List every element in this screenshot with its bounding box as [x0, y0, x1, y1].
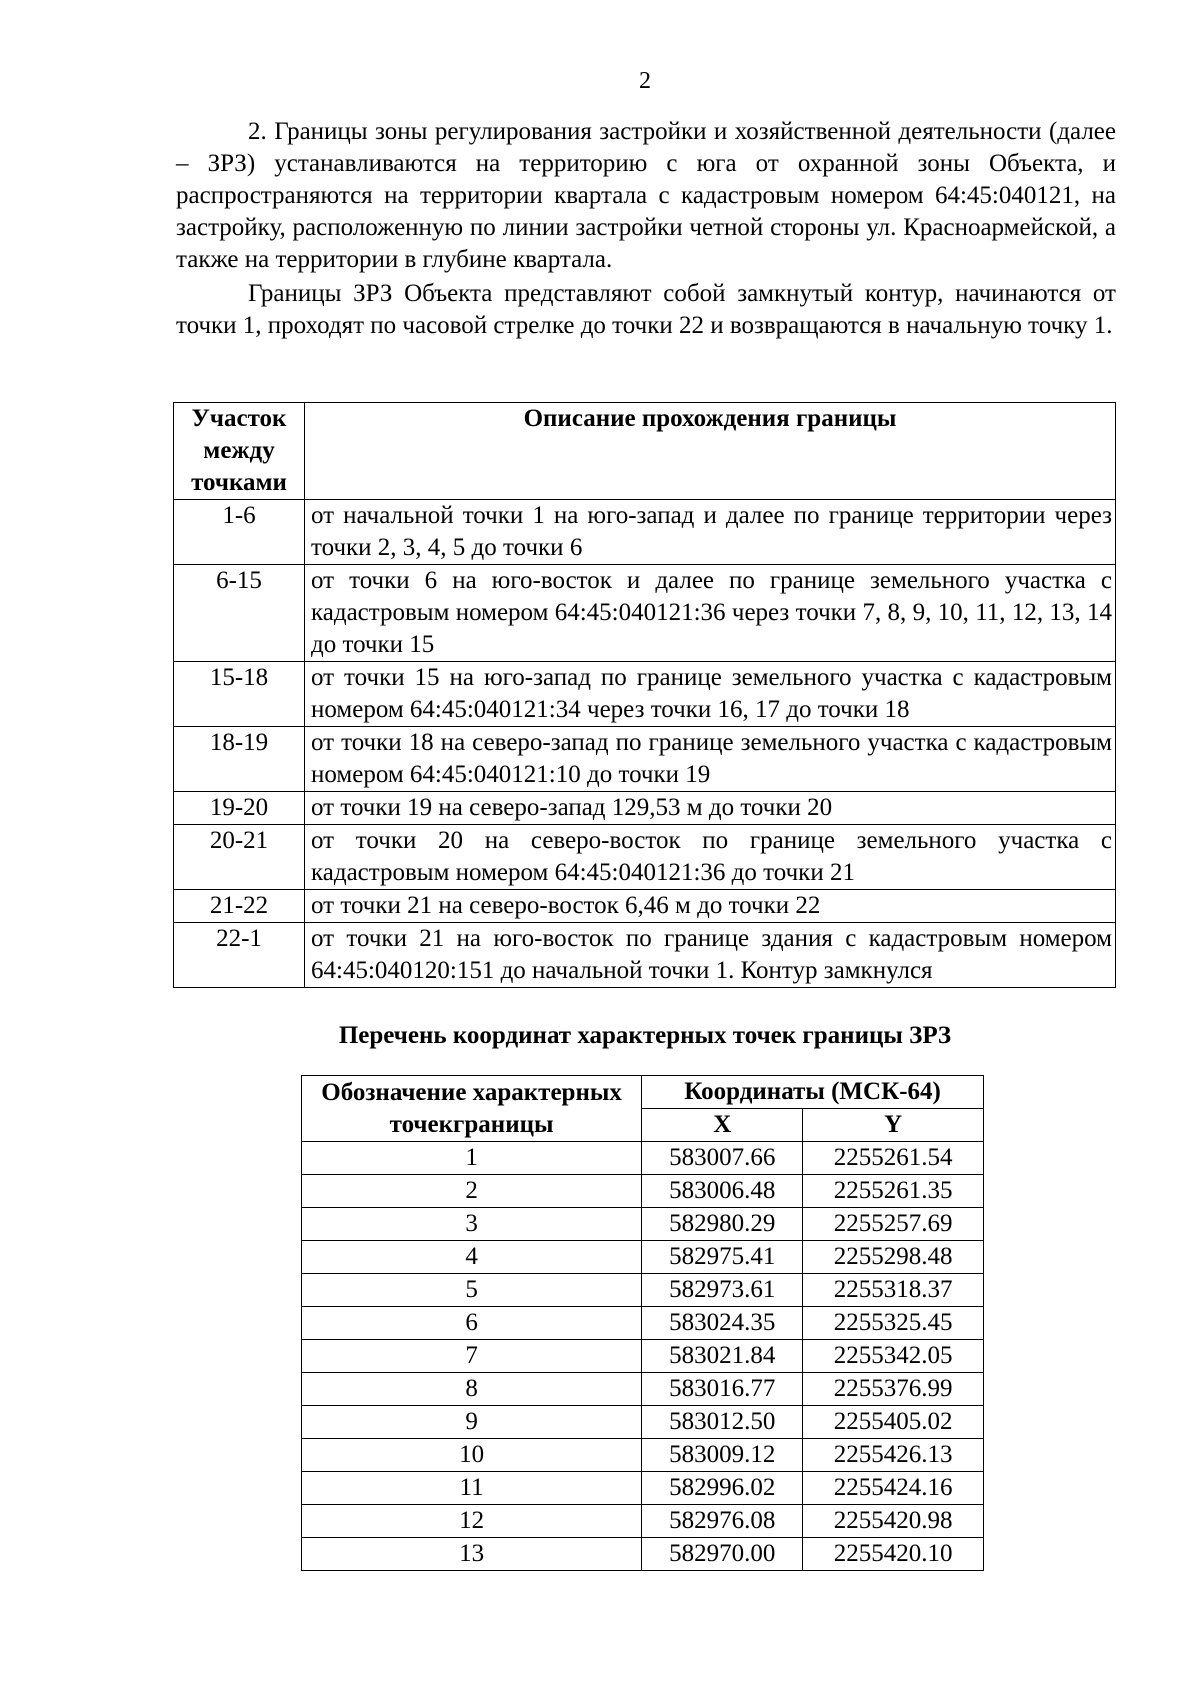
point-column-header: Обозначение характерных точекграницы: [302, 1076, 642, 1142]
point-cell: 2: [302, 1175, 642, 1208]
y-cell: 2255424.16: [803, 1472, 984, 1505]
y-cell: 2255261.35: [803, 1175, 984, 1208]
x-cell: 583021.84: [642, 1340, 803, 1373]
paragraph-contour-description: Границы ЗРЗ Объекта представляют собой замкнутый контур, начинаются от точки 1, проходят по часовой стрелке до точки 22 и возвращаются в начальную точку 1.: [176, 280, 1116, 339]
description-cell: от начальной точки 1 на юго-запад и далее по границе территории через точки 2, 3, 4, 5 до точки 6: [305, 500, 1116, 565]
table-row: [174, 792, 1116, 825]
table-row: [302, 1373, 984, 1406]
table-row: [174, 565, 1116, 662]
coordinates-table-body: [302, 1142, 984, 1571]
description-cell: от точки 19 на северо-запад 129,53 м до точки 20: [305, 792, 1116, 825]
y-cell: 2255342.05: [803, 1340, 984, 1373]
table-row: [302, 1175, 984, 1208]
y-cell: 2255261.54: [803, 1142, 984, 1175]
y-cell: 2255325.45: [803, 1307, 984, 1340]
point-cell: 1: [302, 1142, 642, 1175]
description-cell: от точки 15 на юго-запад по границе земельного участка с кадастровым номером 64:45:040121:34 через точки 16, 17 до точки 18: [305, 662, 1116, 727]
point-cell: 10: [302, 1439, 642, 1472]
table-row: [302, 1538, 984, 1571]
table-header-row: [174, 403, 1116, 500]
y-cell: 2255376.99: [803, 1373, 984, 1406]
table-row: [302, 1505, 984, 1538]
page-number: 2: [639, 68, 651, 94]
segment-column-header: Участок между точками: [174, 403, 305, 500]
table-row: [302, 1340, 984, 1373]
y-column-header: Y: [803, 1109, 984, 1142]
point-cell: 12: [302, 1505, 642, 1538]
description-column-header: Описание прохождения границы: [305, 403, 1116, 500]
point-cell: 8: [302, 1373, 642, 1406]
table-row: [174, 923, 1116, 988]
table-row: [302, 1274, 984, 1307]
segment-cell: 19-20: [174, 792, 305, 825]
description-cell: от точки 21 на северо-восток 6,46 м до точки 22: [305, 890, 1116, 923]
paragraph-zone-boundaries: 2. Границы зоны регулирования застройки и хозяйственной деятельности (далее – ЗРЗ) устанавливаются на территорию с юга от охранной зоны Объекта, и распространяются на территории квартала с кадастровым номером 64:45:040121, на застройку, расположенную по линии застройки четной стороны ул. Красноармейской, а также на территории в глубине квартала.: [176, 118, 1116, 273]
y-cell: 2255426.13: [803, 1439, 984, 1472]
table-row: [302, 1472, 984, 1505]
segment-cell: 6-15: [174, 565, 305, 662]
point-cell: 4: [302, 1241, 642, 1274]
coordinates-table: [301, 1075, 984, 1571]
description-cell: от точки 6 на юго-восток и далее по границе земельного участка с кадастровым номером 64:45:040121:36 через точки 7, 8, 9, 10, 11, 12, 13, 14 до точки 15: [305, 565, 1116, 662]
description-cell: от точки 18 на северо-запад по границе земельного участка с кадастровым номером 64:45:040121:10 до точки 19: [305, 727, 1116, 792]
point-cell: 7: [302, 1340, 642, 1373]
segment-cell: 1-6: [174, 500, 305, 565]
x-cell: 583007.66: [642, 1142, 803, 1175]
x-cell: 582980.29: [642, 1208, 803, 1241]
table-header-row: [302, 1076, 984, 1109]
x-cell: 582976.08: [642, 1505, 803, 1538]
point-cell: 13: [302, 1538, 642, 1571]
boundary-table-body: [174, 500, 1116, 988]
segment-cell: 22-1: [174, 923, 305, 988]
table-row: [174, 500, 1116, 565]
point-cell: 5: [302, 1274, 642, 1307]
segment-cell: 15-18: [174, 662, 305, 727]
point-cell: 3: [302, 1208, 642, 1241]
x-column-header: X: [642, 1109, 803, 1142]
x-cell: 582975.41: [642, 1241, 803, 1274]
point-cell: 6: [302, 1307, 642, 1340]
description-cell: от точки 20 на северо-восток по границе земельного участка с кадастровым номером 64:45:040121:36 до точки 21: [305, 825, 1116, 890]
table-row: [174, 825, 1116, 890]
table-row: [174, 727, 1116, 792]
x-cell: 583009.12: [642, 1439, 803, 1472]
boundary-description-table: [173, 402, 1116, 988]
table-row: [302, 1307, 984, 1340]
y-cell: 2255257.69: [803, 1208, 984, 1241]
y-cell: 2255420.10: [803, 1538, 984, 1571]
segment-cell: 20-21: [174, 825, 305, 890]
x-cell: 583006.48: [642, 1175, 803, 1208]
y-cell: 2255318.37: [803, 1274, 984, 1307]
point-cell: 11: [302, 1472, 642, 1505]
y-cell: 2255420.98: [803, 1505, 984, 1538]
x-cell: 582973.61: [642, 1274, 803, 1307]
segment-cell: 21-22: [174, 890, 305, 923]
table-row: [174, 662, 1116, 727]
table-row: [302, 1439, 984, 1472]
table-row: [174, 890, 1116, 923]
table-row: [302, 1241, 984, 1274]
segment-cell: 18-19: [174, 727, 305, 792]
x-cell: 582996.02: [642, 1472, 803, 1505]
x-cell: 583012.50: [642, 1406, 803, 1439]
x-cell: 582970.00: [642, 1538, 803, 1571]
y-cell: 2255298.48: [803, 1241, 984, 1274]
point-cell: 9: [302, 1406, 642, 1439]
table-row: [302, 1406, 984, 1439]
x-cell: 583024.35: [642, 1307, 803, 1340]
y-cell: 2255405.02: [803, 1406, 984, 1439]
table-row: [302, 1208, 984, 1241]
x-cell: 583016.77: [642, 1373, 803, 1406]
description-cell: от точки 21 на юго-восток по границе здания с кадастровым номером 64:45:040120:151 до начальной точки 1. Контур замкнулся: [305, 923, 1116, 988]
table-row: [302, 1142, 984, 1175]
coordinates-list-title: Перечень координат характерных точек границы ЗРЗ: [338, 1022, 952, 1049]
coordinates-column-header: Координаты (МСК-64): [642, 1076, 984, 1109]
